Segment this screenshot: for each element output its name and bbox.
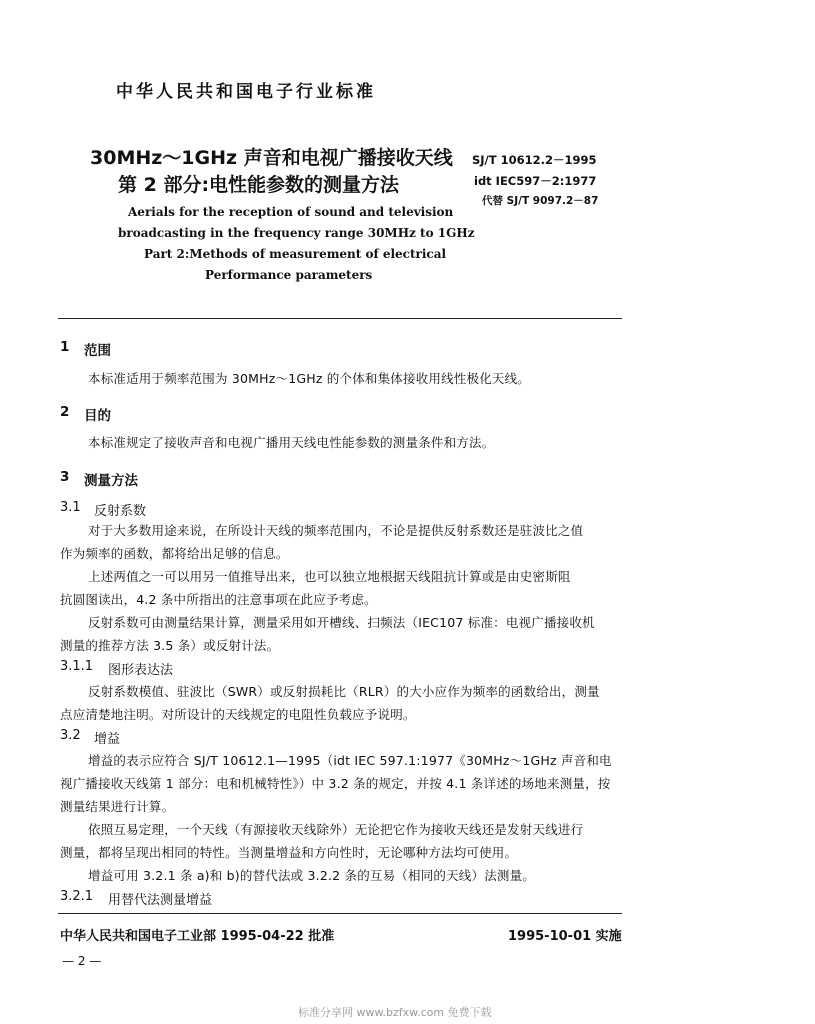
paragraph: 反射系数可由测量结果计算，测量采用如开槽线、扫频法（IEC107 标准：电视广播接收机 xyxy=(88,615,595,630)
subsection-number: 3.1.1 xyxy=(60,659,94,674)
standard-type-header: 中华人民共和国电子行业标准 xyxy=(116,82,376,102)
header-rule xyxy=(58,318,622,319)
paragraph: 测量的推荐方法 3.5 条）或反射计法。 xyxy=(60,638,280,653)
subsection-number: 3.2 xyxy=(60,728,81,743)
title-cn-line2: 第 2 部分:电性能参数的测量方法 xyxy=(118,174,400,196)
paragraph: 作为频率的函数，都将给出足够的信息。 xyxy=(60,546,289,561)
paragraph: 视广播接收天线第 1 部分：电和机械特性》）中 3.2 条的规定，并按 4.1 条详述的场地来测量，按 xyxy=(60,776,611,791)
standard-code: SJ/T 10612.2－1995 xyxy=(472,153,597,167)
subsection-title-graphic: 图形表达法 xyxy=(108,663,174,678)
paragraph: 本标准规定了接收声音和电视广播用天线电性能参数的测量条件和方法。 xyxy=(88,435,495,450)
paragraph: 增益可用 3.2.1 条 a)和 b)的替代法或 3.2.2 条的互易（相同的天线）法测量。 xyxy=(88,868,536,883)
site-watermark: 标准分享网 www.bzfxw.com 免费下载 xyxy=(298,1006,492,1019)
paragraph: 抗圆图读出，4.2 条中所指出的注意事项在此应予考虑。 xyxy=(60,592,377,607)
paragraph: 点应清楚地注明。对所设计的天线规定的电阻性负载应予说明。 xyxy=(60,707,416,722)
idt-reference: idt IEC597－2:1977 xyxy=(474,174,597,188)
title-en-line1: Aerials for the reception of sound and television xyxy=(128,205,454,219)
subsection-title-substitution: 用替代法测量增益 xyxy=(108,893,213,908)
paragraph: 测量，都将呈现出相同的特性。当测量增益和方向性时，无论哪种方法均可使用。 xyxy=(60,845,518,860)
section-title-purpose: 目的 xyxy=(84,408,111,424)
paragraph: 依照互易定理，一个天线（有源接收天线除外）无论把它作为接收天线还是发射天线进行 xyxy=(88,822,584,837)
paragraph: 上述两值之一可以用另一值推导出来，也可以独立地根据天线阻抗计算或是由史密斯阻 xyxy=(88,569,571,584)
paragraph: 反射系数模值、驻波比（SWR）或反射损耗比（RLR）的大小应作为频率的函数给出，测量 xyxy=(88,684,600,699)
paragraph: 对于大多数用途来说，在所设计天线的频率范围内，不论是提供反射系数还是驻波比之值 xyxy=(88,523,584,538)
section-title-scope: 范围 xyxy=(84,343,111,359)
title-en-line4: Performance parameters xyxy=(205,268,373,282)
subsection-title-gain: 增益 xyxy=(94,732,121,747)
section-number: 3 xyxy=(60,469,70,485)
page-number: — 2 — xyxy=(62,954,102,968)
title-en-line2: broadcasting in the frequency range 30MHz to 1GHz xyxy=(118,226,475,240)
paragraph: 本标准适用于频率范围为 30MHz～1GHz 的个体和集体接收用线性极化天线。 xyxy=(88,371,530,386)
title-en-line3: Part 2:Methods of measurement of electrical xyxy=(144,247,447,261)
section-number: 2 xyxy=(60,404,70,420)
implementation-date: 1995-10-01 实施 xyxy=(508,929,622,944)
subsection-number: 3.1 xyxy=(60,500,81,515)
approval-statement: 中华人民共和国电子工业部 1995-04-22 批准 xyxy=(60,929,335,944)
replaces-reference: 代替 SJ/T 9097.2－87 xyxy=(482,195,599,207)
subsection-number: 3.2.1 xyxy=(60,889,94,904)
paragraph: 测量结果进行计算。 xyxy=(60,799,175,814)
section-number: 1 xyxy=(60,339,70,355)
section-title-methods: 测量方法 xyxy=(84,473,138,489)
title-cn-line1: 30MHz～1GHz 声音和电视广播接收天线 xyxy=(90,147,453,169)
subsection-title-reflection: 反射系数 xyxy=(94,504,147,519)
footer-rule xyxy=(58,913,622,914)
paragraph: 增益的表示应符合 SJ/T 10612.1—1995（idt IEC 597.1:1977《30MHz～1GHz 声音和电 xyxy=(88,753,612,768)
